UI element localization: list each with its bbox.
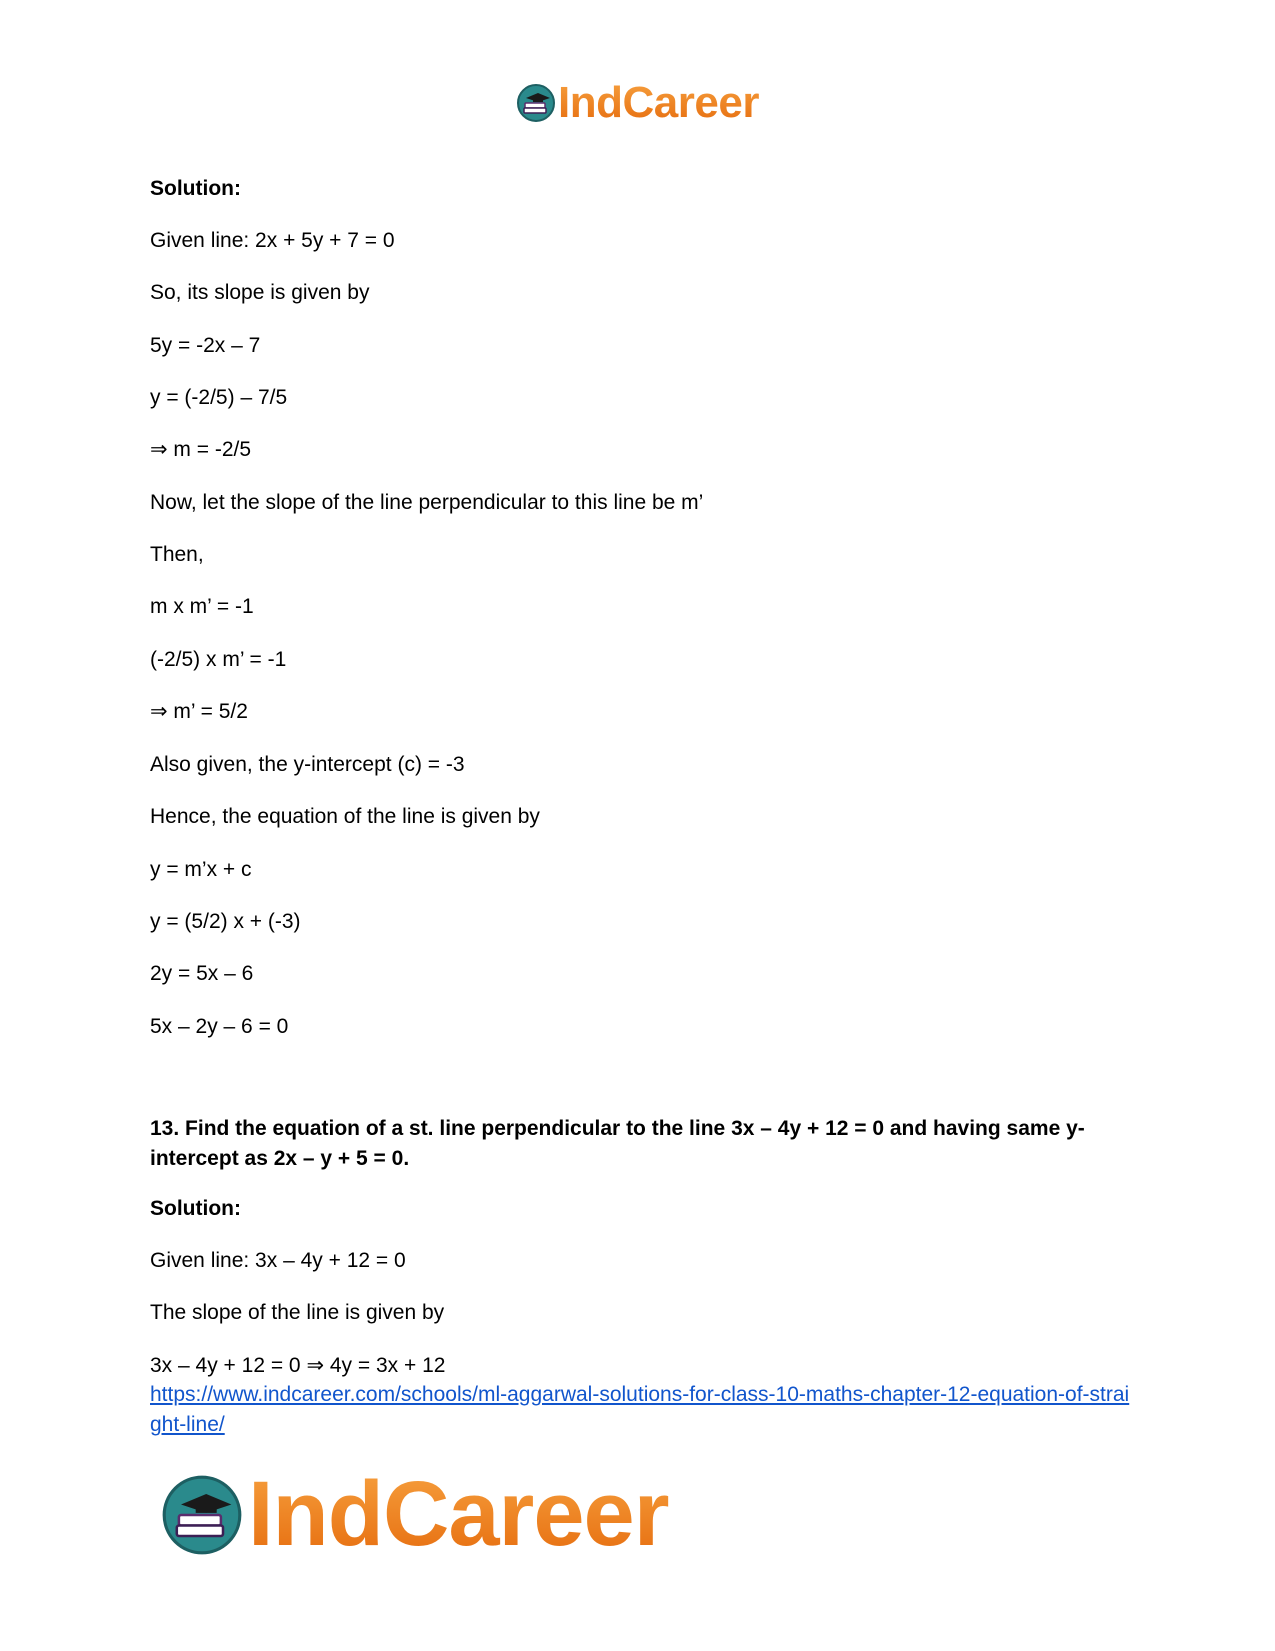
text-line: m x m’ = -1 <box>150 595 254 618</box>
text-line: Hence, the equation of the line is given by <box>150 805 540 828</box>
text-line: Now, let the slope of the line perpendicular to this line be m’ <box>150 491 704 514</box>
text-line: So, its slope is given by <box>150 281 370 304</box>
solution-heading: Solution: <box>150 1197 241 1220</box>
text-line: 2y = 5x – 6 <box>150 962 254 985</box>
source-link[interactable]: https://www.indcareer.com/schools/ml-aggarwal-solutions-for-class-10-maths-chapter-12-equation-of-straight-line/ <box>150 1383 1130 1436</box>
logo-wordmark: IndCareer <box>558 78 759 127</box>
text-line: y = (-2/5) – 7/5 <box>150 386 288 409</box>
text-line: Then, <box>150 543 204 566</box>
text-line: The slope of the line is given by <box>150 1301 445 1324</box>
text-line: Given line: 3x – 4y + 12 = 0 <box>150 1249 406 1272</box>
text-line: y = m’x + c <box>150 858 252 881</box>
text-line: (-2/5) x m’ = -1 <box>150 648 287 671</box>
question-13: 13. Find the equation of a st. line perpendicular to the line 3x – 4y + 12 = 0 and having same y-intercept as 2x – y + 5 = 0. <box>150 1117 1085 1170</box>
text-line: 3x – 4y + 12 = 0 ⇒ 4y = 3x + 12 <box>150 1354 446 1377</box>
text-line: y = (5/2) x + (-3) <box>150 910 301 933</box>
text-line: Also given, the y-intercept (c) = -3 <box>150 753 465 776</box>
footer-logo <box>160 1462 669 1567</box>
header-logo <box>0 78 1275 128</box>
text-line: ⇒ m’ = 5/2 <box>150 700 248 723</box>
logo-wordmark: IndCareer <box>248 1463 669 1565</box>
text-line: ⇒ m = -2/5 <box>150 438 252 461</box>
book-globe-icon <box>160 1473 244 1557</box>
text-line: Given line: 2x + 5y + 7 = 0 <box>150 229 395 252</box>
solution-heading: Solution: <box>150 177 241 200</box>
book-globe-icon <box>516 83 556 123</box>
text-line: 5x – 2y – 6 = 0 <box>150 1015 289 1038</box>
text-line: 5y = -2x – 7 <box>150 334 261 357</box>
